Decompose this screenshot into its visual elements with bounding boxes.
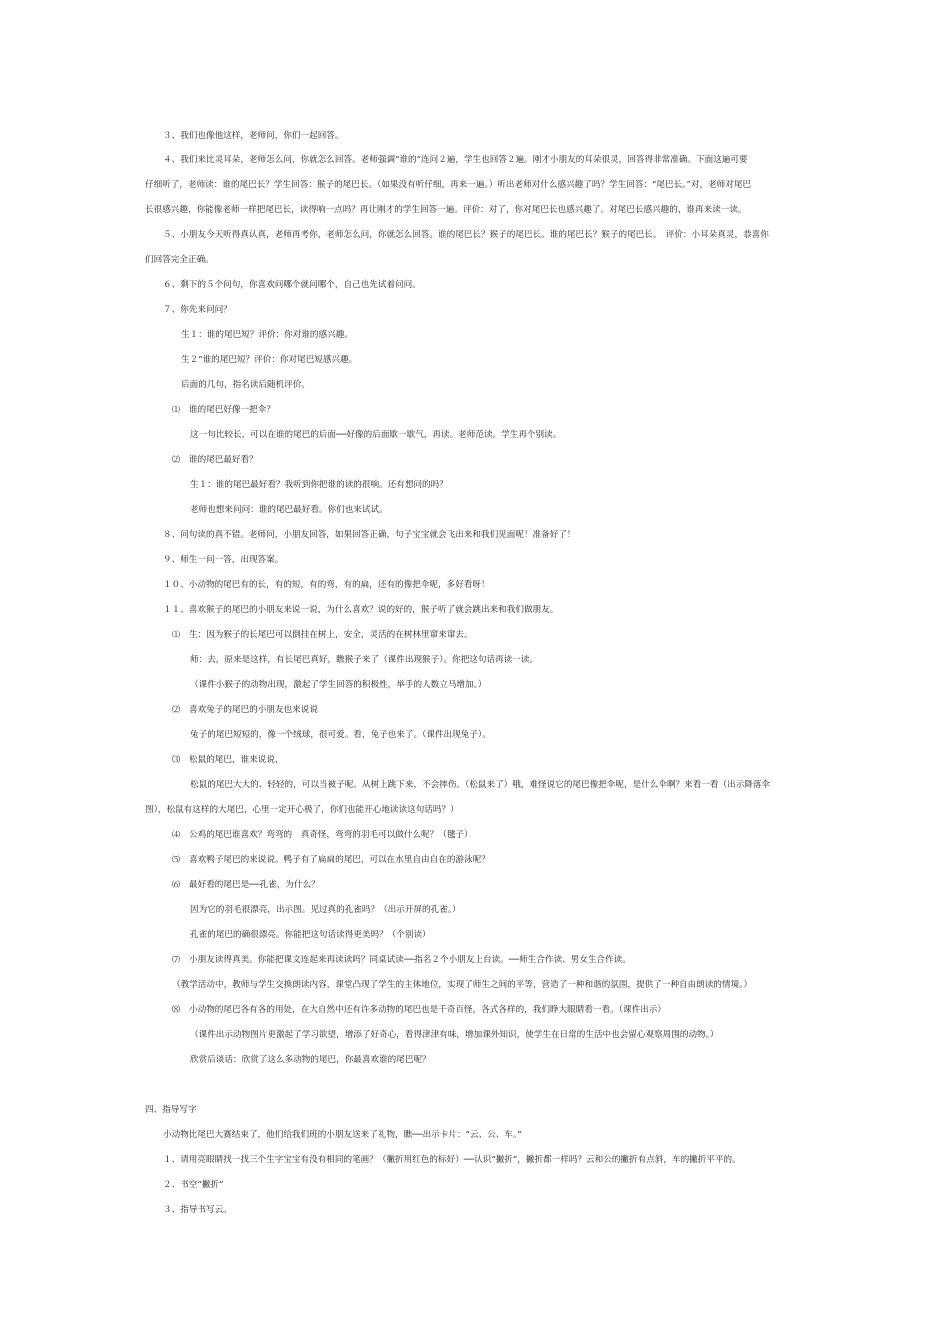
sub-6-note: 孔雀的尾巴的确很漂亮。你能把这句话读得更美吗？（个别读） <box>190 930 431 940</box>
paragraph-5-line-2: 们回答完全正确。 <box>145 255 214 265</box>
sub-2-answer: 兔子的尾巴短短的，像一个绒球，很可爱。看，兔子也来了。（课件出现兔子）。 <box>190 730 491 740</box>
item-marker: ⑶ <box>172 755 180 764</box>
student-2-line: 生２“谁的尾巴短？评价：你对尾巴短感兴趣。 <box>181 355 358 365</box>
sub-7-note: （教学活动中，教师与学生交换朗读内容，课堂凸现了学生的主体地位，实现了师生之间的平等，营造了一种和谐的氛围，提供了一种自由朗读的情境。） <box>172 980 753 990</box>
student-1-line: 生１：谁的尾巴短？评价：你对谁的感兴趣。 <box>181 330 353 340</box>
item-marker: ⑺ <box>172 955 180 964</box>
item-marker: ⑷ <box>172 830 180 839</box>
sub-8-text: ⑻ 小动物的尾巴各有各的用处，在大自然中还有许多动物的尾巴也是千奇百怪，各式各样的，我们睁大眼睛看一看。（课件出示） <box>172 1005 666 1015</box>
sub-6-question: ⑹ 最好看的尾巴是──孔雀，为什么？ <box>172 880 320 890</box>
paragraph-4-line-3: 长很感兴趣，你能像老师一样把尾巴长，读得响一点吗？再让刚才的学生回答一遍。评价：对了，你对尾巴长也感兴趣了。对尾巴长感兴趣的，谁再来读一读。 <box>145 205 747 215</box>
sub-1-student: ⑴ 生：因为猴子的长尾巴可以倒挂在树上，安全，灵活的在树林里窜来窜去。 <box>172 630 473 640</box>
paragraph-7: ７、你先来问问？ <box>163 305 232 315</box>
sub-1-note: （课件小猴子的动物出现，激起了学生回答的积极性，举手的人数立马增加。） <box>190 680 487 690</box>
item-1-question: ⑴ 谁的尾巴好像一把伞？ <box>172 405 275 415</box>
sub-8-note: （课件出示动物图片更激起了学习欲望，增添了好奇心，看得津津有味，增加课外知识，使学生在日常的生活中也会留心观察周围的动物。） <box>190 1030 719 1040</box>
sub-7-text: ⑺ 小朋友读得真美。你能把课文连起来再读读吗？同桌试读──指名２个小朋友上台读。──师生合作读、男女生合作读。 <box>172 955 631 965</box>
paragraph-5-line-1: ５、小朋友今天听得真认真，老师再考你，老师怎么问，你就怎么回答。谁的尾巴长？猴子的尾巴长。谁的尾巴长？猴子的尾巴长。 评价：小耳朵真灵，恭喜你 <box>163 230 769 240</box>
sub-3-answer-line-1: 松鼠的尾巴大大的、轻轻的，可以当被子呢。从树上跳下来，不会摔伤。（松鼠来了）哦，难怪说它的尾巴像把伞呢，是什么伞啊？来看一看（出示降落伞 <box>190 780 771 790</box>
sub-8-discussion: 欣赏后谈话：欣赏了这么多动物的尾巴，你最喜欢谁的尾巴呢？ <box>190 1055 431 1065</box>
paragraph-11: １１、喜欢猴子的尾巴的小朋友来说一说，为什么喜欢？说的好的，猴子听了就会跳出来和我们做朋友。 <box>163 605 559 615</box>
writing-step-3: ３、指导书写云。 <box>163 1205 232 1215</box>
paragraph-10: １０、小动物的尾巴有的长，有的短，有的弯，有的扁，还有的像把伞呢，多好看呀！ <box>163 580 490 590</box>
writing-intro: 小动物比尾巴大赛结束了，他们给我们班的小朋友送来了礼物，瞧──出示卡片：“云、公、车。” <box>163 1130 522 1140</box>
sub-3-answer-line-2: 图），松鼠有这样的大尾巴，心里一定开心极了，你们也能开心地读读这句话吗？） <box>145 805 459 815</box>
sub-5-question: ⑸ 喜欢鸭子尾巴的来说说。鸭子有了扁扁的尾巴，可以在水里自由自在的游泳呢？ <box>172 855 490 865</box>
section-heading-writing: 四、指导写字 <box>145 1105 197 1115</box>
sub-3-question: ⑶ 松鼠的尾巴，谁来说说， <box>172 755 284 765</box>
item-marker: ⑵ <box>172 455 180 464</box>
item-marker: ⑴ <box>172 630 180 639</box>
item-marker: ⑴ <box>172 405 180 414</box>
sub-4-question: ⑷ 公鸡的尾巴谁喜欢？弯弯的 真奇怪，弯弯的羽毛可以做什么呢？（毽子） <box>172 830 473 840</box>
paragraph-8: ８、问句读的真不错。老师问，小朋友回答，如果回答正确，句子宝宝就会飞出来和我们见面呢！准备好了！ <box>163 530 576 540</box>
paragraph-9: ９、师生一问一答，出现答案。 <box>163 555 284 565</box>
item-2-question: ⑵ 谁的尾巴最好看？ <box>172 455 258 465</box>
sub-6-answer: 因为它的羽毛很漂亮，出示图。见过真的孔雀吗？（出示开屏的孔雀。） <box>190 905 461 915</box>
paragraph-4-line-2: 仔细听了，老师读：谁的尾巴长？学生回答：猴子的尾巴长。（如果没有听仔细，再来一遍。）听出老师对什么感兴趣了吗？学生回答：“尾巴长。”对，老师对尾巴 <box>145 180 752 190</box>
item-1-note: 这一句比较长，可以在谁的尾巴的后面──好像的后面歇一歇气，再读。老师范读。学生再个别读。 <box>190 430 562 440</box>
paragraph-4-line-1: ４、我们来比灵耳朵，老师怎么问，你就怎么回答。老师强调“谁的”连问２遍，学生也回答２遍。刚才小朋友的耳朵很灵，回答得非常准确。下面这遍可要 <box>163 155 748 165</box>
sub-1-teacher: 师：去，原来是这样，有长尾巴真好，瞧猴子来了（课件出现猴子）。你把这句话再读一读。 <box>190 655 539 665</box>
remaining-sentences-line: 后面的几句，指名读后随机评价。 <box>181 380 310 390</box>
item-marker: ⑵ <box>172 705 180 714</box>
sub-2-question: ⑵ 喜欢兔子的尾巴的小朋友也来说说 <box>172 705 318 715</box>
item-2-teacher: 老师也想来问问：谁的尾巴最好看。你们也来试试。 <box>190 505 388 515</box>
paragraph-6: ６、剩下的５个问句，你喜欢问哪个就问哪个，自己也先试着问问。 <box>163 280 421 290</box>
writing-step-2: ２、书空“撇折” <box>163 1180 224 1190</box>
item-marker: ⑸ <box>172 855 180 864</box>
paragraph-3: ３、我们也像他这样，老师问，你们一起回答。 <box>163 131 344 141</box>
item-marker: ⑻ <box>172 1005 180 1014</box>
item-2-student: 生１：谁的尾巴最好看？我听到你把谁的读的很响。还有想问的吗？ <box>190 480 448 490</box>
writing-step-1: １、请用亮眼睛找一找三个生字宝宝有没有相同的笔画？（撇折用红色的标好）──认识“撇折”，撇折都一样吗？云和公的撇折有点斜，车的撇折平平的。 <box>163 1155 741 1165</box>
item-marker: ⑹ <box>172 880 180 889</box>
